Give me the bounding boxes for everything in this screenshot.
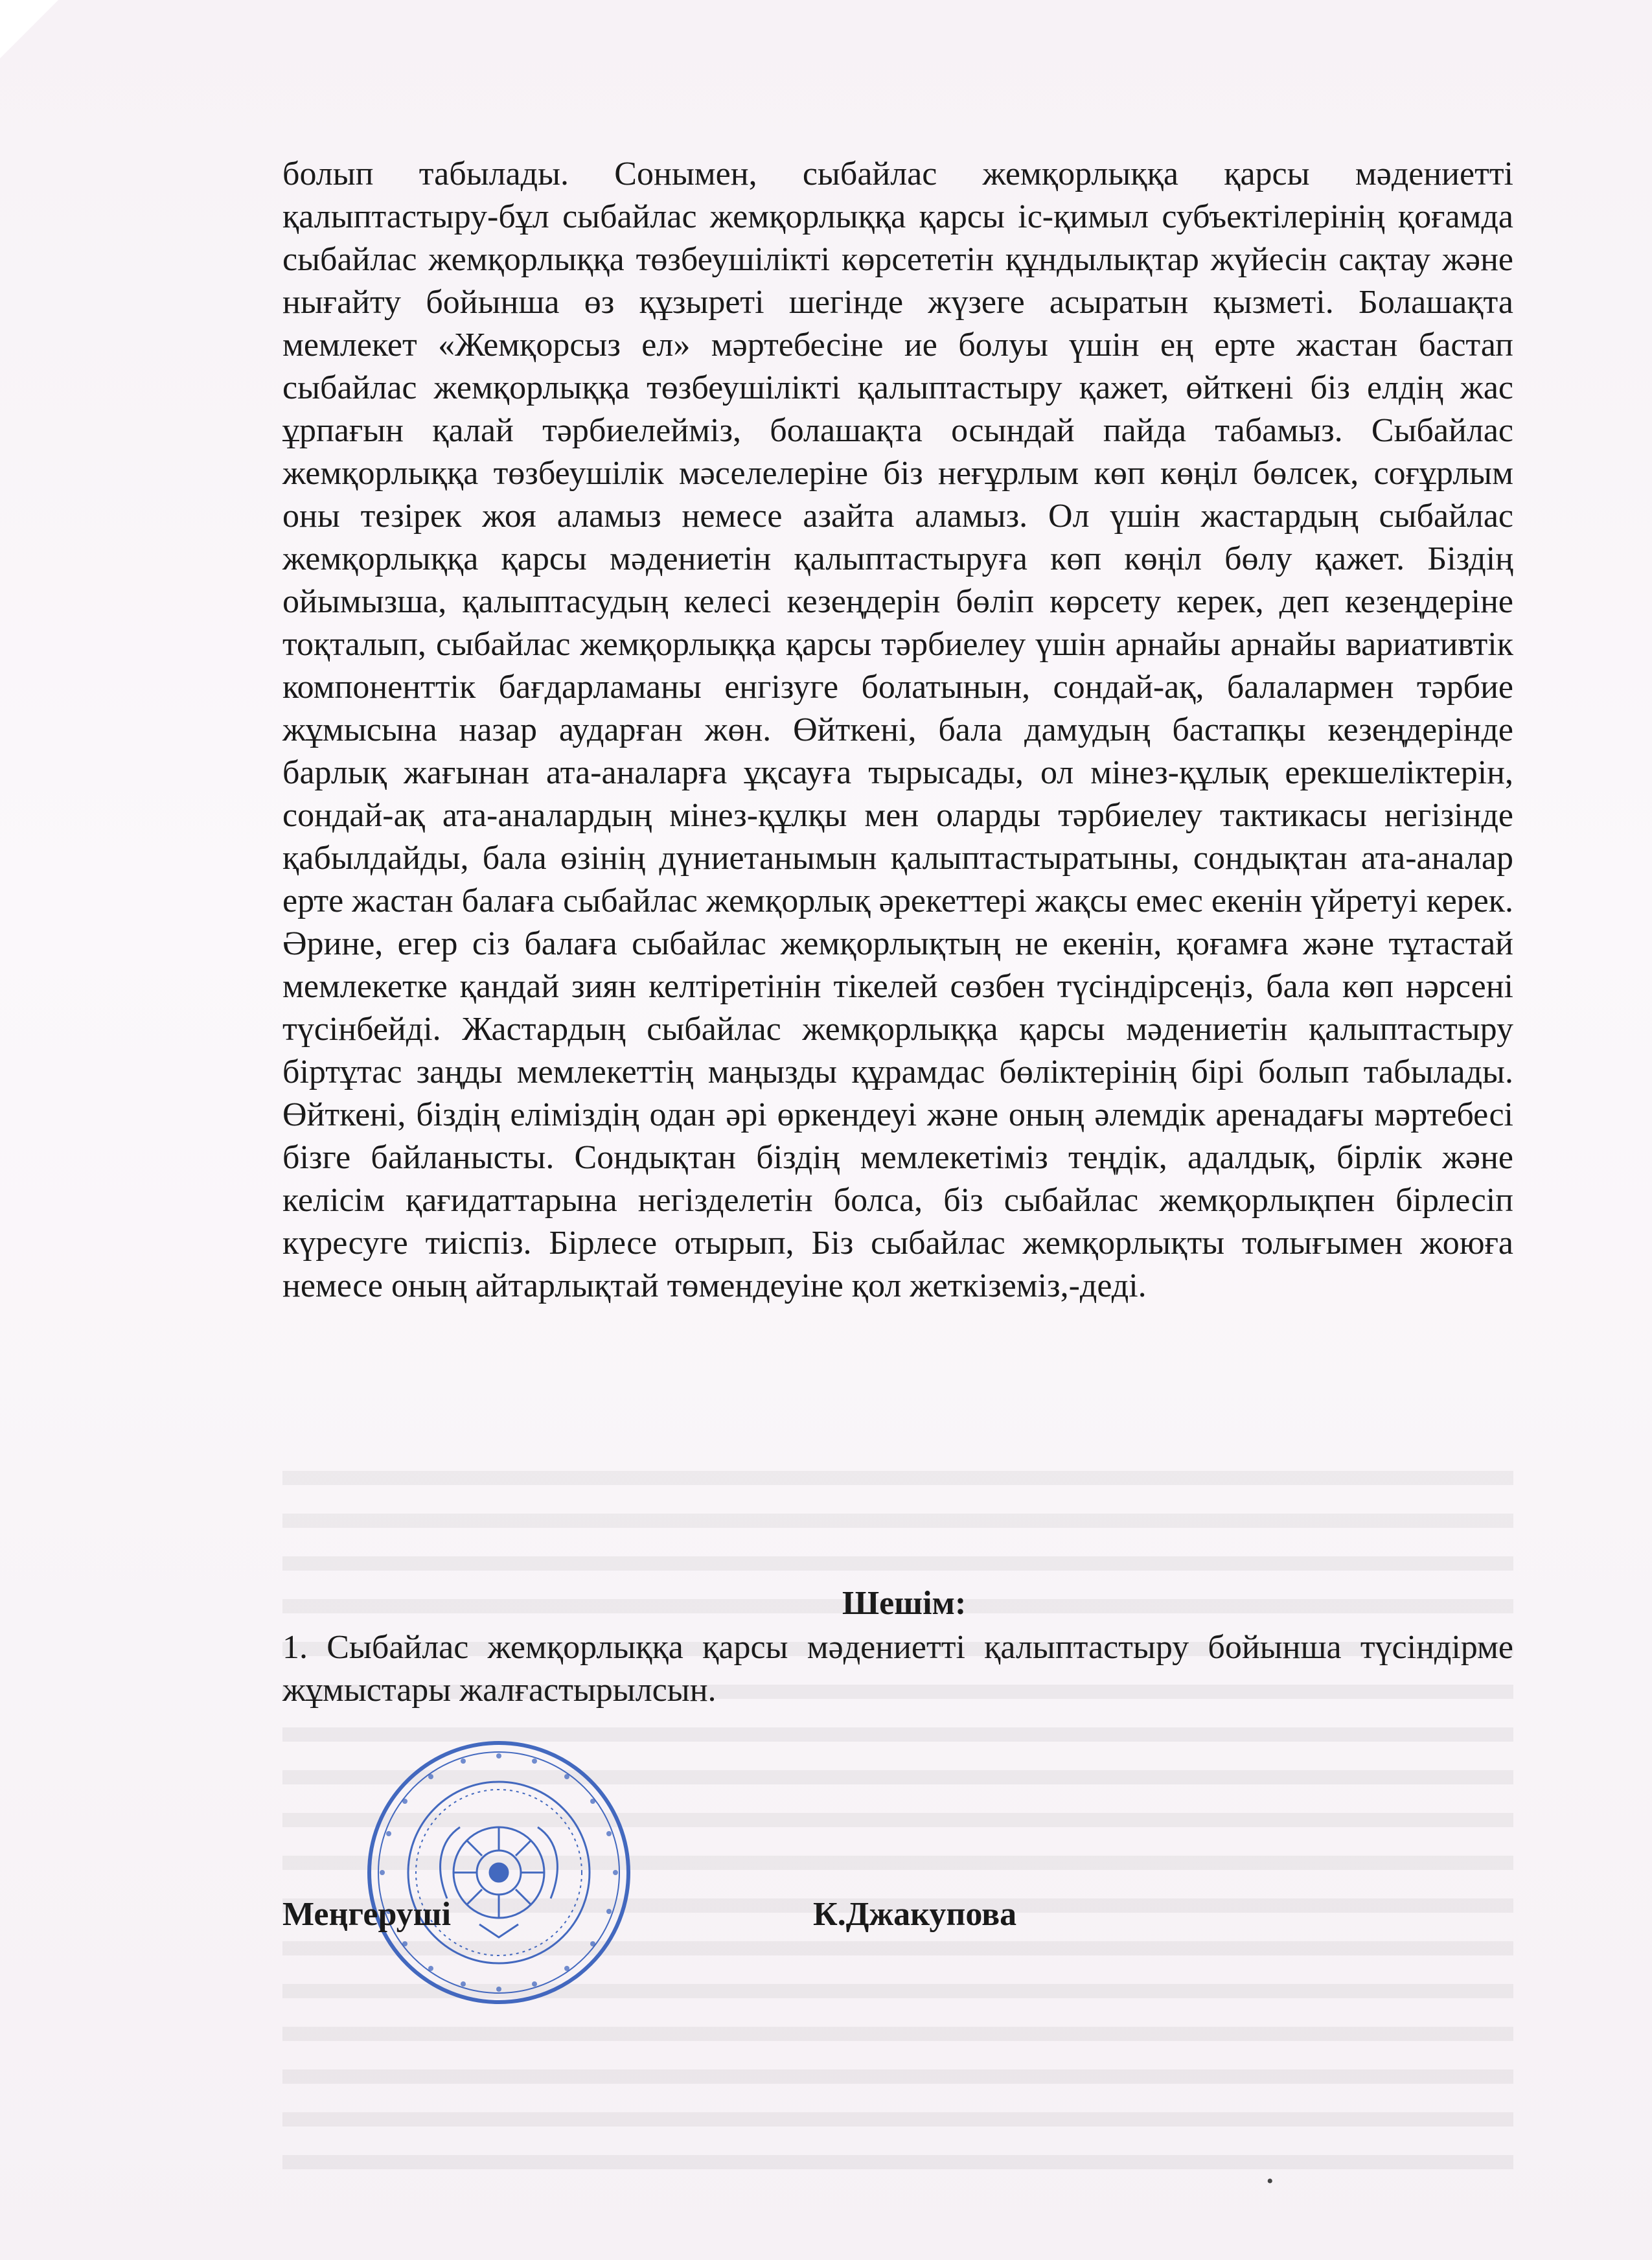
decision-heading: Шешім: xyxy=(842,1585,967,1622)
decision-item: 1. Сыбайлас жемқорлыққа қарсы мәдениетті қалыптастыру бойынша түсіндірме жұмыстары жалғастырылсын. xyxy=(282,1629,1513,1709)
page-corner-fold xyxy=(0,0,58,58)
main-paragraph: болып табылады. Сонымен, сыбайлас жемқорлыққа қарсы мәдениетті қалыптастыру-бұл сыбайлас жемқорлыққа қарсы іс-қимыл субъектілерінің қоғамда сыбайлас жемқорлыққа төзбеушілікті көрсететін құндылықтар жүйесін сақтау және нығайту бойынша өз құзыреті шегінде жүзеге асыратын қызметі. Болашақта мемлекет «Жемқорсыз ел» мәртебесіне ие болуы үшін ең ерте жастан бастап сыбайлас жемқорлыққа төзбеушілікті қалыптастыру қажет, өйткені біз елдің жас ұрпағын қалай тәрбиелейміз, болашақта осындай пайда табамыз. Сыбайлас жемқорлыққа төзбеушілік мәселелеріне біз неғұрлым көп көңіл бөлсек, соғұрлым оны тезірек жоя аламыз немесе азайта аламыз. Ол үшін жастардың сыбайлас жемқорлыққа қарсы мәдениетін қалыптастыруға көп көңіл бөлу қажет. Біздің ойымызша, қалыптасудың келесі кезеңдерін бөліп көрсету керек, деп кезеңдеріне тоқталып, сыбайлас жемқорлыққа қарсы тәрбиелеу үшін арнайы арнайы вариативтік компоненттік бағдарламаны енгізуге болатынын, сондай-ақ, балалармен тәрбие жұмысына назар аударған жөн. Өйткені, бала дамудың бастапқы кезеңдерінде барлық жағынан ата-аналарға ұқсауға тырысады, ол мінез-құлық ерекшеліктерін, сондай-ақ ата-аналардың мінез-құлқы мен оларды тәрбиелеу тактикасы негізінде қабылдайды, бала өзінің дүниетанымын қалыптастыратыны, сондықтан ата-аналар ерте жастан балаға сыбайлас жемқорлық әрекеттері жақсы емес екенін үйретуі керек. Әрине, егер сіз балаға сыбайлас жемқорлықтың не екенін, қоғамға және тұтастай мемлекетке қандай зиян келтіретінін тікелей сөзбен түсіндірсеңіз, бала көп нәрсені түсінбейді. Жастардың сыбайлас жемқорлыққа қарсы мәдениетін қалыптастыру біртұтас заңды мемлекеттің маңызды құрамдас бөліктерінің бірі болып табылады. Өйткені, біздің еліміздің одан әрі өркендеуі және оның әлемдік аренадағы мәртебесі бізге байланысты. Сондықтан біздің мемлекетіміз теңдік, адалдық, бірлік және келісім қағидаттарына негізделетін болса, біз сыбайлас жемқорлықпен бірлесіп күресуге тиіспіз. Бірлесе отырып, Біз сыбайлас жемқорлықты толығымен жоюға немесе оның айтарлықтай төмендеуіне қол жеткіземіз,-деді. xyxy=(282,156,1513,1304)
page-mark-dot: • xyxy=(1267,2171,1274,2192)
body-text xyxy=(282,153,1513,1308)
official-seal xyxy=(363,1736,635,2009)
signature-role: Меңгеруші xyxy=(282,1896,452,1933)
state-emblem-icon xyxy=(441,1827,558,1937)
signature-name: К.Джакупова xyxy=(813,1896,1017,1933)
